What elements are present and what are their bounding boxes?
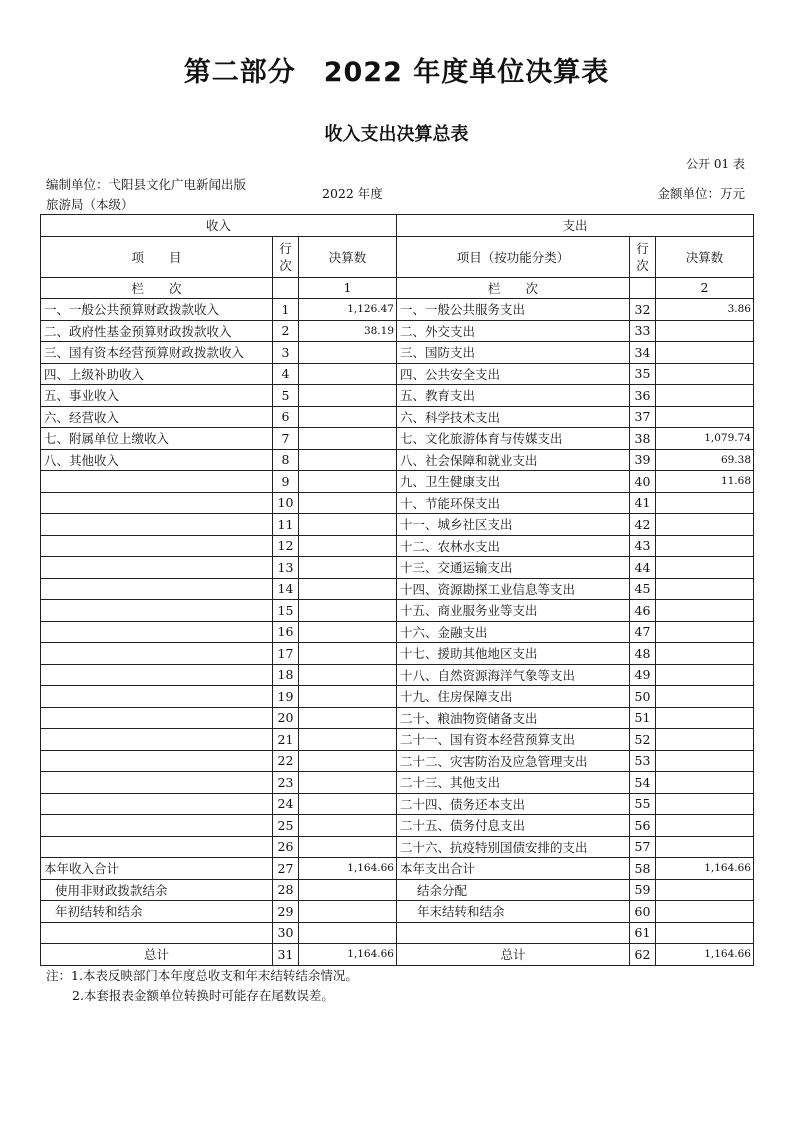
income-amount-cell <box>299 492 397 514</box>
expense-item-header: 项目（按功能分类） <box>397 236 630 277</box>
expense-amount-cell <box>656 514 754 536</box>
expense-item-cell: 十四、资源勘探工业信息等支出 <box>397 578 630 600</box>
expense-row-no-cell: 60 <box>630 901 656 923</box>
expense-row-no-header: 行次 <box>630 236 656 277</box>
income-item-cell <box>41 535 273 557</box>
table-row <box>41 879 754 901</box>
expense-item-cell: 二十、粮油物资储备支出 <box>397 707 630 729</box>
table-row <box>41 922 754 944</box>
expense-row-no-cell: 35 <box>630 363 656 385</box>
expense-row-no-cell: 43 <box>630 535 656 557</box>
income-item-cell: 六、经营收入 <box>41 406 273 428</box>
amount-unit: 金额单位：万元 <box>657 186 745 201</box>
table-row <box>41 535 754 557</box>
expense-item-cell: 一、一般公共服务支出 <box>397 299 630 321</box>
expense-row-no-cell: 56 <box>630 815 656 837</box>
income-item-cell: 五、事业收入 <box>41 385 273 407</box>
expense-header: 支出 <box>397 215 754 237</box>
income-row-no-cell: 29 <box>273 901 299 923</box>
expense-item-cell: 二十三、其他支出 <box>397 772 630 794</box>
income-amount-cell <box>299 793 397 815</box>
income-row-no-cell: 4 <box>273 363 299 385</box>
income-row-no-cell: 20 <box>273 707 299 729</box>
income-item-cell: 本年收入合计 <box>41 858 273 880</box>
income-item-cell <box>41 922 273 944</box>
expense-row-no-cell: 53 <box>630 750 656 772</box>
income-item-cell: 七、附属单位上缴收入 <box>41 428 273 450</box>
income-item-cell <box>41 815 273 837</box>
expense-row-no-cell: 36 <box>630 385 656 407</box>
expense-amount-cell <box>656 342 754 364</box>
expense-item-cell: 二、外交支出 <box>397 320 630 342</box>
table-row <box>41 406 754 428</box>
income-lanci-label: 栏 次 <box>41 277 273 299</box>
expense-item-cell: 十三、交通运输支出 <box>397 557 630 579</box>
income-row-no-cell: 6 <box>273 406 299 428</box>
income-amount-cell <box>299 621 397 643</box>
expense-item-cell: 十七、援助其他地区支出 <box>397 643 630 665</box>
income-amount-cell <box>299 557 397 579</box>
expense-row-no-cell: 38 <box>630 428 656 450</box>
income-row-no-cell: 30 <box>273 922 299 944</box>
income-item-header: 项 目 <box>41 236 273 277</box>
expense-item-cell: 二十四、债务还本支出 <box>397 793 630 815</box>
income-row-no-cell: 14 <box>273 578 299 600</box>
expense-row-no-cell: 50 <box>630 686 656 708</box>
income-row-no-cell: 10 <box>273 492 299 514</box>
income-amount-cell <box>299 535 397 557</box>
table-row <box>41 471 754 493</box>
income-row-no-cell: 19 <box>273 686 299 708</box>
income-item-cell <box>41 471 273 493</box>
expense-item-cell: 十二、农林水支出 <box>397 535 630 557</box>
expense-amount-cell <box>656 600 754 622</box>
footnote-1: 注：1.本表反映部门本年度总收支和年末结转结余情况。 <box>46 968 358 983</box>
expense-amount-cell <box>656 879 754 901</box>
expense-column-number: 2 <box>656 277 754 299</box>
expense-item-cell: 十八、自然资源海洋气象等支出 <box>397 664 630 686</box>
income-item-cell: 四、上级补助收入 <box>41 363 273 385</box>
expense-amount-cell <box>656 664 754 686</box>
table-row <box>41 320 754 342</box>
income-amount-cell <box>299 514 397 536</box>
expense-item-cell: 二十五、债务付息支出 <box>397 815 630 837</box>
expense-amount-cell <box>656 535 754 557</box>
table-row <box>41 621 754 643</box>
expense-row-no-cell: 47 <box>630 621 656 643</box>
income-row-no-cell: 1 <box>273 299 299 321</box>
expense-amount-cell: 69.38 <box>656 449 754 471</box>
expense-item-cell: 二十一、国有资本经营预算支出 <box>397 729 630 751</box>
income-amount-cell <box>299 363 397 385</box>
expense-item-cell: 九、卫生健康支出 <box>397 471 630 493</box>
expense-row-no-cell: 34 <box>630 342 656 364</box>
expense-lanci-blank <box>630 277 656 299</box>
income-item-cell <box>41 793 273 815</box>
footnotes <box>46 966 358 1006</box>
income-row-no-cell: 13 <box>273 557 299 579</box>
income-amount-cell: 38.19 <box>299 320 397 342</box>
table-subtitle: 收入支出决算总表 <box>324 124 469 145</box>
footnote-2: 2.本套报表金额单位转换时可能存在尾数误差。 <box>72 988 334 1003</box>
income-amount-cell: 1,164.66 <box>299 944 397 966</box>
expense-amount-cell <box>656 320 754 342</box>
expense-item-cell: 六、科学技术支出 <box>397 406 630 428</box>
income-item-cell: 一、一般公共预算财政拨款收入 <box>41 299 273 321</box>
expense-amount-cell <box>656 836 754 858</box>
table-row <box>41 858 754 880</box>
table-row <box>41 449 754 471</box>
expense-amount-cell: 1,164.66 <box>656 944 754 966</box>
income-row-no-cell: 31 <box>273 944 299 966</box>
income-amount-cell <box>299 342 397 364</box>
expense-amount-cell <box>656 901 754 923</box>
income-row-no-cell: 8 <box>273 449 299 471</box>
expense-row-no-cell: 48 <box>630 643 656 665</box>
income-item-cell <box>41 707 273 729</box>
expense-amount-cell <box>656 385 754 407</box>
expense-amount-header: 决算数 <box>656 236 754 277</box>
income-amount-cell <box>299 772 397 794</box>
income-row-no-cell: 12 <box>273 535 299 557</box>
income-item-cell <box>41 772 273 794</box>
income-amount-cell <box>299 643 397 665</box>
expense-item-cell: 年末结转和结余 <box>397 901 630 923</box>
header-row-lanci <box>41 277 754 299</box>
income-amount-cell <box>299 449 397 471</box>
income-item-cell: 二、政府性基金预算财政拨款收入 <box>41 320 273 342</box>
income-item-cell <box>41 836 273 858</box>
expense-item-cell: 七、文化旅游体育与传媒支出 <box>397 428 630 450</box>
expense-amount-cell <box>656 729 754 751</box>
income-item-cell <box>41 664 273 686</box>
expense-amount-cell <box>656 492 754 514</box>
expense-amount-cell <box>656 815 754 837</box>
page-title: 第二部分 2022 年度单位决算表 <box>183 57 610 88</box>
expense-row-no-cell: 42 <box>630 514 656 536</box>
expense-item-cell: 三、国防支出 <box>397 342 630 364</box>
expense-item-cell: 总计 <box>397 944 630 966</box>
income-row-no-cell: 21 <box>273 729 299 751</box>
income-row-no-cell: 17 <box>273 643 299 665</box>
table-row <box>41 836 754 858</box>
income-row-no-cell: 18 <box>273 664 299 686</box>
table-row <box>41 729 754 751</box>
income-amount-cell <box>299 879 397 901</box>
table-row <box>41 750 754 772</box>
expense-row-no-cell: 44 <box>630 557 656 579</box>
income-row-no-cell: 24 <box>273 793 299 815</box>
table-row <box>41 514 754 536</box>
expense-row-no-cell: 54 <box>630 772 656 794</box>
income-row-no-cell: 9 <box>273 471 299 493</box>
expense-item-cell: 结余分配 <box>397 879 630 901</box>
table-row <box>41 492 754 514</box>
income-amount-cell <box>299 901 397 923</box>
table-row <box>41 901 754 923</box>
expense-row-no-cell: 39 <box>630 449 656 471</box>
expense-amount-cell <box>656 363 754 385</box>
table-row <box>41 815 754 837</box>
header-row-section <box>41 215 754 237</box>
income-row-no-header: 行次 <box>273 236 299 277</box>
expense-amount-cell <box>656 578 754 600</box>
income-row-no-cell: 23 <box>273 772 299 794</box>
income-row-no-cell: 22 <box>273 750 299 772</box>
income-item-cell: 年初结转和结余 <box>41 901 273 923</box>
header-row-columns <box>41 236 754 277</box>
expense-row-no-cell: 61 <box>630 922 656 944</box>
table-row <box>41 557 754 579</box>
income-item-cell: 八、其他收入 <box>41 449 273 471</box>
expense-amount-cell: 3.86 <box>656 299 754 321</box>
compiling-unit-line1: 编制单位：弋阳县文化广电新闻出版 <box>46 177 247 192</box>
expense-row-no-cell: 37 <box>630 406 656 428</box>
expense-item-cell: 二十二、灾害防治及应急管理支出 <box>397 750 630 772</box>
income-row-no-cell: 2 <box>273 320 299 342</box>
expense-row-no-cell: 32 <box>630 299 656 321</box>
expense-row-no-cell: 33 <box>630 320 656 342</box>
income-item-cell <box>41 686 273 708</box>
expense-row-no-cell: 55 <box>630 793 656 815</box>
expense-item-cell: 十、节能环保支出 <box>397 492 630 514</box>
income-item-cell <box>41 492 273 514</box>
income-row-no-cell: 25 <box>273 815 299 837</box>
expense-item-cell: 本年支出合计 <box>397 858 630 880</box>
expense-item-cell: 十六、金融支出 <box>397 621 630 643</box>
expense-row-no-cell: 57 <box>630 836 656 858</box>
expense-row-no-cell: 51 <box>630 707 656 729</box>
income-header: 收入 <box>41 215 397 237</box>
expense-row-no-cell: 59 <box>630 879 656 901</box>
expense-amount-cell <box>656 707 754 729</box>
income-amount-cell <box>299 729 397 751</box>
income-item-cell: 使用非财政拨款结余 <box>41 879 273 901</box>
income-item-cell <box>41 729 273 751</box>
table-row <box>41 299 754 321</box>
income-expense-table <box>40 214 754 966</box>
compiling-unit-line2: 旅游局（本级） <box>46 197 134 212</box>
income-row-no-cell: 11 <box>273 514 299 536</box>
income-item-cell: 三、国有资本经营预算财政拨款收入 <box>41 342 273 364</box>
expense-item-cell: 八、社会保障和就业支出 <box>397 449 630 471</box>
income-amount-cell <box>299 922 397 944</box>
expense-row-no-cell: 62 <box>630 944 656 966</box>
income-amount-cell <box>299 707 397 729</box>
income-amount-cell <box>299 750 397 772</box>
expense-amount-cell: 11.68 <box>656 471 754 493</box>
table-row <box>41 686 754 708</box>
table-row <box>41 772 754 794</box>
income-amount-cell: 1,164.66 <box>299 858 397 880</box>
income-amount-cell <box>299 836 397 858</box>
income-amount-header: 决算数 <box>299 236 397 277</box>
income-row-no-cell: 7 <box>273 428 299 450</box>
income-amount-cell <box>299 578 397 600</box>
income-row-no-cell: 26 <box>273 836 299 858</box>
income-item-cell <box>41 557 273 579</box>
expense-row-no-cell: 58 <box>630 858 656 880</box>
expense-item-cell: 十一、城乡社区支出 <box>397 514 630 536</box>
income-item-cell <box>41 514 273 536</box>
expense-amount-cell <box>656 686 754 708</box>
income-item-cell <box>41 750 273 772</box>
table-row <box>41 363 754 385</box>
compiling-unit <box>46 175 246 215</box>
expense-item-cell: 十五、商业服务业等支出 <box>397 600 630 622</box>
expense-row-no-cell: 46 <box>630 600 656 622</box>
expense-item-cell: 十九、住房保障支出 <box>397 686 630 708</box>
table-id-label: 公开 01 表 <box>686 157 745 171</box>
table-row <box>41 428 754 450</box>
income-item-cell <box>41 643 273 665</box>
expense-amount-cell: 1,164.66 <box>656 858 754 880</box>
expense-amount-cell <box>656 557 754 579</box>
income-row-no-cell: 27 <box>273 858 299 880</box>
income-amount-cell <box>299 406 397 428</box>
expense-item-cell: 四、公共安全支出 <box>397 363 630 385</box>
expense-amount-cell <box>656 750 754 772</box>
table-row <box>41 793 754 815</box>
expense-amount-cell <box>656 793 754 815</box>
income-item-cell: 总计 <box>41 944 273 966</box>
expense-row-no-cell: 41 <box>630 492 656 514</box>
expense-amount-cell <box>656 922 754 944</box>
expense-item-cell: 五、教育支出 <box>397 385 630 407</box>
table-row <box>41 664 754 686</box>
income-column-number: 1 <box>299 277 397 299</box>
income-item-cell <box>41 578 273 600</box>
table-row <box>41 578 754 600</box>
expense-amount-cell <box>656 621 754 643</box>
expense-amount-cell <box>656 772 754 794</box>
income-row-no-cell: 5 <box>273 385 299 407</box>
income-amount-cell <box>299 428 397 450</box>
expense-row-no-cell: 49 <box>630 664 656 686</box>
income-amount-cell <box>299 686 397 708</box>
fiscal-year: 2022 年度 <box>322 186 383 201</box>
table-row <box>41 944 754 966</box>
income-row-no-cell: 15 <box>273 600 299 622</box>
income-amount-cell <box>299 815 397 837</box>
income-amount-cell <box>299 385 397 407</box>
expense-row-no-cell: 45 <box>630 578 656 600</box>
income-item-cell <box>41 600 273 622</box>
income-lanci-blank <box>273 277 299 299</box>
expense-amount-cell: 1,079.74 <box>656 428 754 450</box>
table-row <box>41 643 754 665</box>
table-row <box>41 342 754 364</box>
expense-row-no-cell: 52 <box>630 729 656 751</box>
expense-item-cell <box>397 922 630 944</box>
income-row-no-cell: 3 <box>273 342 299 364</box>
income-item-cell <box>41 621 273 643</box>
expense-row-no-cell: 40 <box>630 471 656 493</box>
table-row <box>41 385 754 407</box>
income-row-no-cell: 28 <box>273 879 299 901</box>
income-row-no-cell: 16 <box>273 621 299 643</box>
income-amount-cell <box>299 664 397 686</box>
table-row <box>41 600 754 622</box>
income-amount-cell: 1,126.47 <box>299 299 397 321</box>
income-amount-cell <box>299 600 397 622</box>
expense-lanci-label: 栏 次 <box>397 277 630 299</box>
table-row <box>41 707 754 729</box>
expense-amount-cell <box>656 643 754 665</box>
expense-item-cell: 二十六、抗疫特别国债安排的支出 <box>397 836 630 858</box>
income-amount-cell <box>299 471 397 493</box>
expense-amount-cell <box>656 406 754 428</box>
